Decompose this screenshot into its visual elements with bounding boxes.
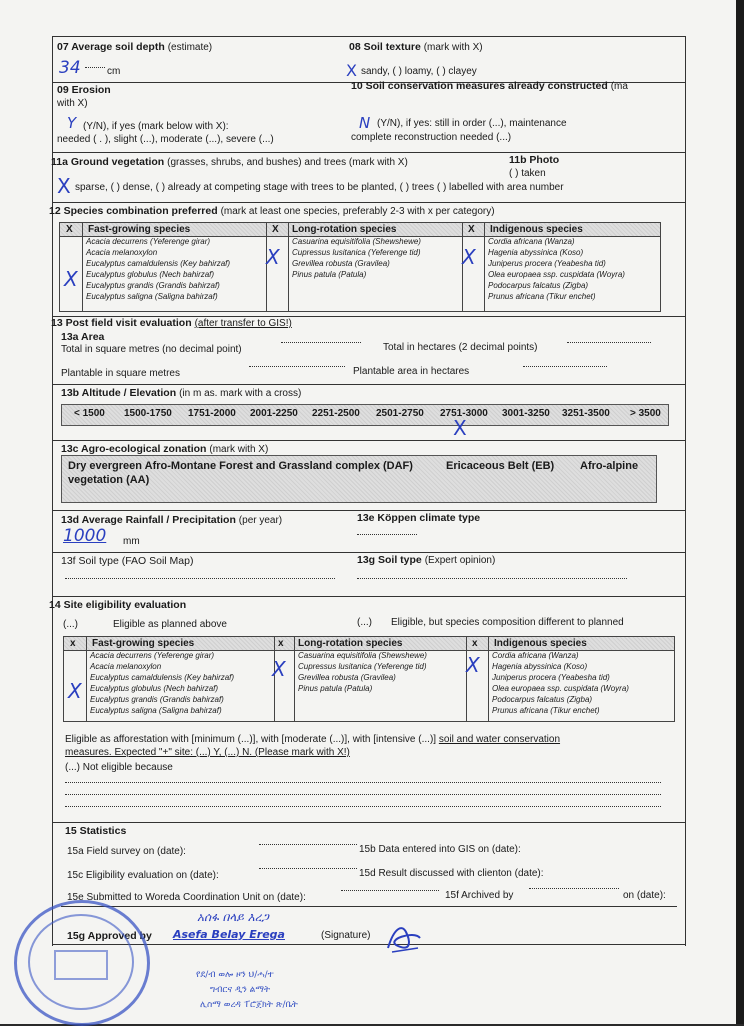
s09-value: Y xyxy=(67,114,77,132)
s14-col-x-1: x xyxy=(70,638,76,649)
s15-label: 15 Statistics xyxy=(65,825,127,837)
s13b-band-5: 2501-2750 xyxy=(376,408,424,419)
s13g-blank xyxy=(357,578,627,579)
s12-fast-title: Fast-growing species xyxy=(88,224,191,235)
s13c-z1: Dry evergreen Afro-Montane Forest and Grassland complex (DAF) xyxy=(68,460,413,472)
s13-label: 13 Post field visit evaluation (after transfer to GIS!) xyxy=(51,317,292,329)
s14-label: 14 Site eligibility evaluation xyxy=(49,599,187,611)
s14-fast-3: Eucalyptus globulus (Nech bahirzaf) xyxy=(90,684,219,693)
s13b-band-2: 1751-2000 xyxy=(188,408,236,419)
s12-fast-5: Eucalyptus saligna (Saligna bahirzaf) xyxy=(86,292,218,301)
s13a-t1-blank xyxy=(281,342,361,343)
s14-o2: (...) xyxy=(357,617,372,628)
s09-label: 09 Erosion xyxy=(57,84,111,96)
s12-mark-indig: X xyxy=(462,245,476,269)
s13g-label: 13g Soil type (Expert opinion) xyxy=(357,554,496,566)
s12-mark-long: X xyxy=(266,245,280,269)
s12-indig-0: Cordia africana (Wanza) xyxy=(488,237,575,246)
s08-mark: X xyxy=(346,61,357,80)
s15-sig: (Signature) xyxy=(321,930,371,941)
s13a-t1: Total in square metres (no decimal point) xyxy=(61,344,242,355)
approver-name: Asefa Belay Erega xyxy=(173,928,285,941)
s14-mark-long: X xyxy=(272,657,286,681)
s11b-label: 11b Photo xyxy=(509,154,560,166)
s11a-text: sparse, ( ) dense, ( ) already at competing stage with trees to be planted, ( ) trees ( ) labelled with area number xyxy=(75,182,564,193)
s12-indig-2: Juniperus procera (Yeabesha tid) xyxy=(488,259,606,268)
s14-long-3: Pinus patula (Patula) xyxy=(298,684,373,693)
s13a-t2: Total in hectares (2 decimal points) xyxy=(383,342,538,353)
s14-e3: (...) Not eligible because xyxy=(65,762,173,773)
s15-c-blank xyxy=(259,868,357,869)
s14-fast-5: Eucalyptus saligna (Saligna bahirzaf) xyxy=(90,706,222,715)
s13b-mark: X xyxy=(453,416,467,440)
s14-mark-fast: X xyxy=(68,679,82,703)
s12-indig-4: Podocarpus falcatus (Zigba) xyxy=(488,281,589,290)
s13d-value: 1000 xyxy=(63,526,107,546)
s13c-zone-band xyxy=(61,455,657,503)
s09-text: (Y/N), if yes (mark below with X): xyxy=(83,121,229,132)
s14-col-x-3: x xyxy=(472,638,478,649)
s15-a: 15a Field survey on (date): xyxy=(67,846,186,857)
s12-long-3: Pinus patula (Patula) xyxy=(292,270,367,279)
s12-fast-2: Eucalyptus camaldulensis (Key bahirzaf) xyxy=(86,259,231,268)
s12-indig-title: Indigenous species xyxy=(490,224,583,235)
s14-long-1: Cupressus lusitanica (Yeferenge tid) xyxy=(298,662,427,671)
s14-fast-2: Eucalyptus camaldulensis (Key bahirzaf) xyxy=(90,673,235,682)
s13d-unit: mm xyxy=(123,536,140,547)
s13a-t2-blank xyxy=(567,342,651,343)
s14-indig-1: Hagenia abyssinica (Koso) xyxy=(492,662,588,671)
s12-species-table xyxy=(59,222,661,312)
s13b-band-4: 2251-2500 xyxy=(312,408,360,419)
s08-options: sandy, ( ) loamy, ( ) clayey xyxy=(361,66,477,77)
s07-label: 07 Average soil depth (estimate) xyxy=(57,41,213,53)
s15-g: 15g Approved by xyxy=(67,930,152,942)
s14-long-0: Casuarina equisitifolia (Shewshewe) xyxy=(298,651,427,660)
s13b-band-1: 1500-1750 xyxy=(124,408,172,419)
s15-a-blank xyxy=(259,844,357,845)
s09-sub: with X) xyxy=(57,98,88,109)
s12-long-0: Casuarina equisitifolia (Shewshewe) xyxy=(292,237,421,246)
s15-d: 15d Result discussed with clienton (date): xyxy=(359,868,544,879)
s07-dots xyxy=(85,67,105,68)
s14-line-3 xyxy=(65,806,661,807)
s14-fast-title: Fast-growing species xyxy=(92,638,195,649)
s13f-blank xyxy=(65,578,335,579)
s14-indig-3: Olea europaea ssp. cuspidata (Woyra) xyxy=(492,684,629,693)
s12-fast-3: Eucalyptus globulus (Nech bahirzaf) xyxy=(86,270,215,279)
s13d-label: 13d Average Rainfall / Precipitation (per year) xyxy=(61,514,283,526)
s11b-text: ( ) taken xyxy=(509,168,546,179)
s14-long-title: Long-rotation species xyxy=(298,638,403,649)
s13f-label: 13f Soil type (FAO Soil Map) xyxy=(61,555,194,567)
s11a-mark: X xyxy=(57,174,71,198)
s10-text2: complete reconstruction needed (...) xyxy=(351,132,512,143)
s15-e-blank xyxy=(341,890,439,891)
s14-col-x-2: x xyxy=(278,638,284,649)
scan-edge xyxy=(736,0,744,1024)
s15-f: 15f Archived by xyxy=(445,890,514,901)
s13b-band-6: 2751-3000 xyxy=(440,408,488,419)
s12-col-x-3: X xyxy=(468,224,475,235)
s14-indig-title: Indigenous species xyxy=(494,638,587,649)
signature-scribble xyxy=(384,918,424,958)
approver-name-amharic: አሰፋ በላይ እረጋ xyxy=(197,910,269,924)
s12-long-1: Cupressus lusitanica (Yeferenge tid) xyxy=(292,248,421,257)
s14-long-2: Grevillea robusta (Gravilea) xyxy=(298,673,396,682)
s13b-label: 13b Altitude / Elevation (in m as. mark with a cross) xyxy=(61,387,302,399)
s10-label: 10 Soil conservation measures already constructed (ma xyxy=(351,80,628,92)
s08-label: 08 Soil texture (mark with X) xyxy=(349,41,483,53)
s13b-band-8: 3251-3500 xyxy=(562,408,610,419)
stamp-line-1: የደ/ብ ወሎ ዞን ህ/ሓ/ተ xyxy=(196,970,274,980)
s09-text2: needed ( . ), slight (...), moderate (...), severe (...) xyxy=(57,134,274,145)
s12-long-2: Grevillea robusta (Gravilea) xyxy=(292,259,390,268)
s11a-label: 11a Ground vegetation (grasses, shrubs, and bushes) and trees (mark with X) xyxy=(51,156,408,168)
s12-label: 12 Species combination preferred (mark at least one species, preferably 2-3 with x per category) xyxy=(49,205,495,217)
s12-fast-1: Acacia melanoxylon xyxy=(86,248,158,257)
s14-indig-2: Juniperus procera (Yeabesha tid) xyxy=(492,673,610,682)
s10-value: N xyxy=(359,114,371,132)
s14-e1: Eligible as afforestation with [minimum (...)], with [moderate (...)], with [intensive (...)] soil and water conservation xyxy=(65,734,561,745)
s14-indig-0: Cordia africana (Wanza) xyxy=(492,651,579,660)
s13c-z2: Ericaceous Belt (EB) xyxy=(446,460,555,472)
s15-c: 15c Eligibility evaluation on (date): xyxy=(67,870,219,881)
s14-o2-text: Eligible, but species composition different to planned xyxy=(391,617,624,628)
s14-fast-0: Acacia decurrens (Yeferenge girar) xyxy=(90,651,215,660)
s12-col-x-2: X xyxy=(272,224,279,235)
s13a-t4: Plantable area in hectares xyxy=(353,366,470,377)
s12-fast-4: Eucalyptus grandis (Grandis bahirzaf) xyxy=(86,281,220,290)
s13c-z3: Afro-alpine xyxy=(580,460,639,472)
s14-o1-text: Eligible as planned above xyxy=(113,619,227,630)
s07-unit: cm xyxy=(107,66,121,77)
s13a-t3-blank xyxy=(249,366,345,367)
s15-f-blank xyxy=(529,888,619,889)
s14-indig-5: Prunus africana (Tikur enchet) xyxy=(492,706,600,715)
form-body xyxy=(49,36,686,946)
s14-indig-4: Podocarpus falcatus (Zigba) xyxy=(492,695,593,704)
s13b-band-3: 2001-2250 xyxy=(250,408,298,419)
s13b-band-0: < 1500 xyxy=(74,408,105,419)
s14-line-2 xyxy=(65,794,661,795)
s12-fast-0: Acacia decurrens (Yeferenge girar) xyxy=(86,237,211,246)
s14-species-table xyxy=(63,636,675,722)
s07-value: 34 xyxy=(59,58,81,78)
stamp-center-box xyxy=(54,950,108,980)
s13c-z4: vegetation (AA) xyxy=(68,474,150,486)
s14-e2: measures. Expected "+" site: (...) Y, (...) N. (Please mark with X!) xyxy=(65,747,350,758)
s14-o1: (...) xyxy=(63,619,78,630)
s13c-label: 13c Agro-ecological zonation (mark with X) xyxy=(61,443,269,455)
s12-indig-5: Prunus africana (Tikur enchet) xyxy=(488,292,596,301)
s15-b: 15b Data entered into GIS on (date): xyxy=(359,844,521,855)
s12-indig-1: Hagenia abyssinica (Koso) xyxy=(488,248,584,257)
s12-col-x-1: X xyxy=(66,224,73,235)
s15-e: 15e Submitted to Woreda Coordination Unit on (date): xyxy=(67,892,306,903)
s15-f2: on (date): xyxy=(623,890,666,901)
s14-line-1 xyxy=(65,782,661,783)
s12-mark-fast: X xyxy=(64,267,78,291)
s13b-altitude-band xyxy=(61,404,669,426)
s12-long-title: Long-rotation species xyxy=(292,224,397,235)
s13a-t4-blank xyxy=(523,366,607,367)
s14-fast-1: Acacia melanoxylon xyxy=(90,662,162,671)
s14-mark-indig: X xyxy=(466,653,480,677)
s13e-blank xyxy=(357,534,417,535)
s13a-label: 13a Area xyxy=(61,331,105,343)
stamp-line-2: ግብርና ዲን ልማት xyxy=(210,985,271,995)
s13e-label: 13e Köppen climate type xyxy=(357,512,481,524)
s13b-band-9: > 3500 xyxy=(630,408,661,419)
s14-fast-4: Eucalyptus grandis (Grandis bahirzaf) xyxy=(90,695,224,704)
s13b-band-7: 3001-3250 xyxy=(502,408,550,419)
s13a-t3: Plantable in square metres xyxy=(61,368,180,379)
s12-indig-3: Olea europaea ssp. cuspidata (Woyra) xyxy=(488,270,625,279)
stamp-line-3: ሊስማ ወረዳ ፐሮጀክት ጽ/ቤት xyxy=(200,1000,298,1010)
s10-text: (Y/N), if yes: still in order (...), maintenance xyxy=(377,118,567,129)
